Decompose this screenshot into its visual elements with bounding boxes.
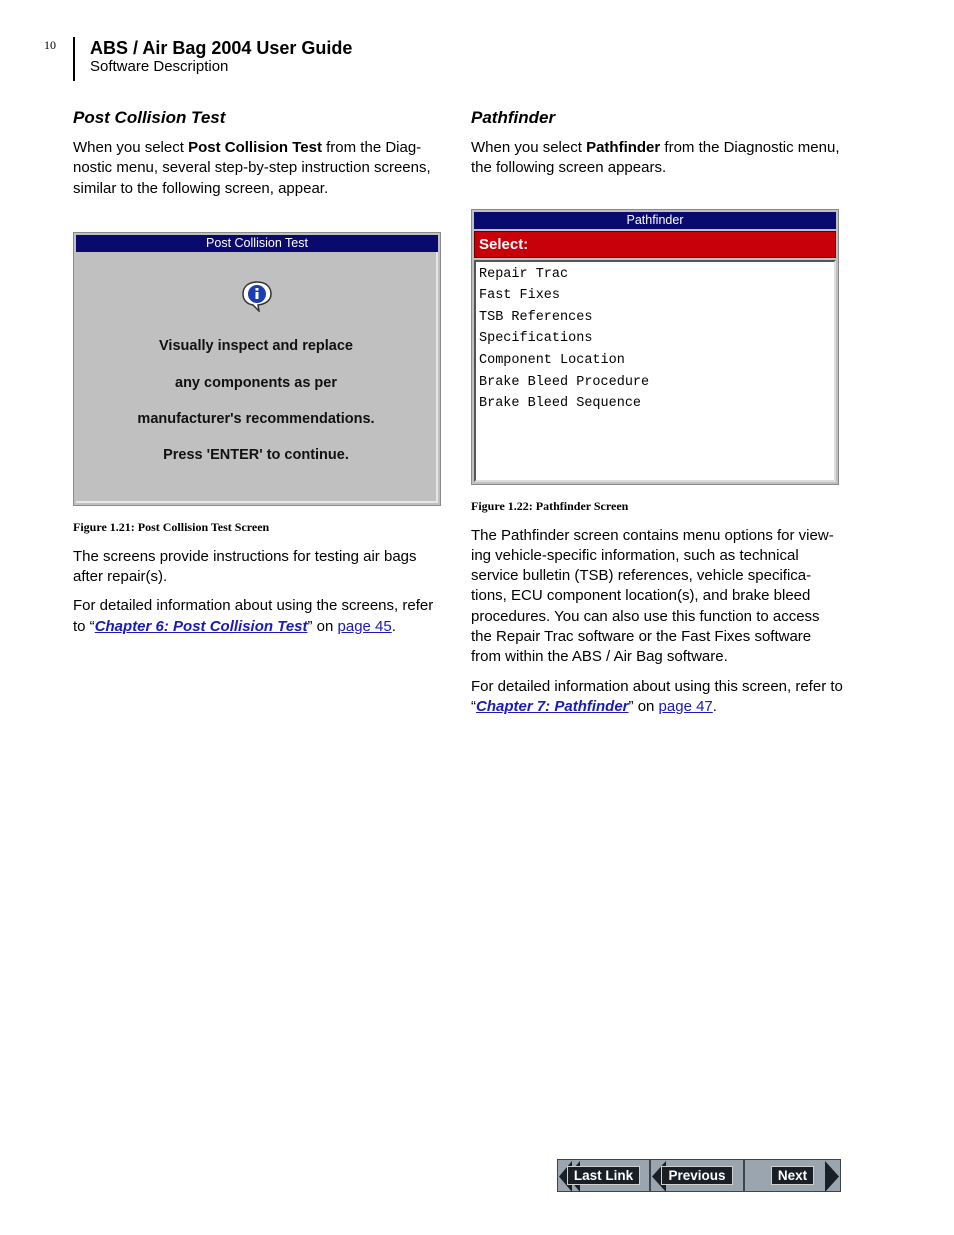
instruction-line-2: any components as per xyxy=(175,374,337,391)
intro-bold: Post Collision Test xyxy=(188,139,322,156)
last-link-button[interactable] xyxy=(557,1159,650,1192)
menu-item-brake-bleed-procedure[interactable]: Brake Bleed Procedure xyxy=(479,374,650,390)
page-47-link[interactable]: page 47 xyxy=(658,697,713,715)
header-divider xyxy=(73,37,75,81)
window-title-bar: Pathfinder xyxy=(474,212,836,229)
post-collision-intro xyxy=(73,138,445,199)
screen-body xyxy=(76,252,438,503)
select-header: Select: xyxy=(474,231,836,258)
para-text-end: . xyxy=(391,617,396,635)
intro-text-rest: from the Diag-nostic menu, several step-by-step instruction screens, similar to the following screen, appear. xyxy=(73,139,431,197)
pathfinder-screen xyxy=(471,209,839,485)
menu-item-specifications[interactable]: Specifications xyxy=(479,331,593,347)
next-button[interactable] xyxy=(744,1159,841,1192)
instruction-line-1: Visually inspect and replace xyxy=(159,337,353,354)
para-text: For detailed information about using this screen, refer to “ xyxy=(471,677,843,715)
previous-label: Previous xyxy=(661,1166,732,1185)
post-collision-para-3 xyxy=(73,596,445,637)
figure-caption-1-22: Figure 1.22: Pathfinder Screen xyxy=(471,498,629,513)
figure-caption-1-21: Figure 1.21: Post Collision Test Screen xyxy=(73,519,270,534)
page-45-link[interactable]: page 45 xyxy=(337,617,392,635)
instruction-line-3: manufacturer's recommendations. xyxy=(137,410,375,427)
page-number: 10 xyxy=(44,38,56,52)
para-text-end: . xyxy=(712,697,717,715)
post-collision-test-screen xyxy=(73,232,441,506)
document-title: ABS / Air Bag 2004 User Guide xyxy=(90,38,353,58)
pathfinder-para-2: The Pathfinder screen contains menu options for view-ing vehicle-specific information, such as technical service bulletin (TSB) references, vehicle specifica-tions, ECU component location(s), and brake bleed procedures. You can also use this function to access the Repair Trac software or the Fast Fixes software from within the ABS / Air Bag software. xyxy=(471,526,834,666)
section-title-pathfinder: Pathfinder xyxy=(471,108,556,127)
pathfinder-intro xyxy=(471,138,843,179)
menu-item-fast-fixes[interactable]: Fast Fixes xyxy=(479,288,561,304)
window-title-bar: Post Collision Test xyxy=(76,235,438,252)
left-column xyxy=(73,108,445,646)
intro-bold: Pathfinder xyxy=(586,139,661,156)
document-subtitle: Software Description xyxy=(90,58,229,75)
chapter-6-link[interactable]: Chapter 6: Post Collision Test xyxy=(94,617,308,635)
navigation-bar xyxy=(557,1159,841,1192)
para-text-mid: ” on xyxy=(307,617,338,635)
info-balloon-icon xyxy=(241,280,273,312)
section-title-post-collision: Post Collision Test xyxy=(73,108,226,127)
menu-item-brake-bleed-sequence[interactable]: Brake Bleed Sequence xyxy=(479,396,642,412)
post-collision-para-2: The screens provide instructions for testing air bags after repair(s). xyxy=(73,547,417,586)
intro-text: When you select xyxy=(471,139,587,156)
previous-button[interactable] xyxy=(650,1159,744,1192)
menu-item-tsb-references[interactable]: TSB References xyxy=(479,309,593,325)
right-column xyxy=(471,108,843,726)
para-text-mid: ” on xyxy=(628,697,659,715)
intro-text: When you select xyxy=(73,139,189,156)
pathfinder-para-3 xyxy=(471,677,843,718)
menu-item-component-location[interactable]: Component Location xyxy=(479,352,625,368)
pathfinder-menu-list xyxy=(474,260,836,482)
intro-text-rest: from the Diagnostic menu, the following screen appears. xyxy=(471,139,840,177)
next-label: Next xyxy=(771,1166,814,1185)
instruction-line-4: Press 'ENTER' to continue. xyxy=(163,446,349,463)
para-text: For detailed information about using the screens, refer to “ xyxy=(73,597,434,635)
arrow-right-icon xyxy=(824,1160,840,1193)
chapter-7-link[interactable]: Chapter 7: Pathfinder xyxy=(476,697,629,715)
menu-item-repair-trac[interactable]: Repair Trac xyxy=(479,266,569,282)
last-link-label: Last Link xyxy=(567,1166,640,1185)
